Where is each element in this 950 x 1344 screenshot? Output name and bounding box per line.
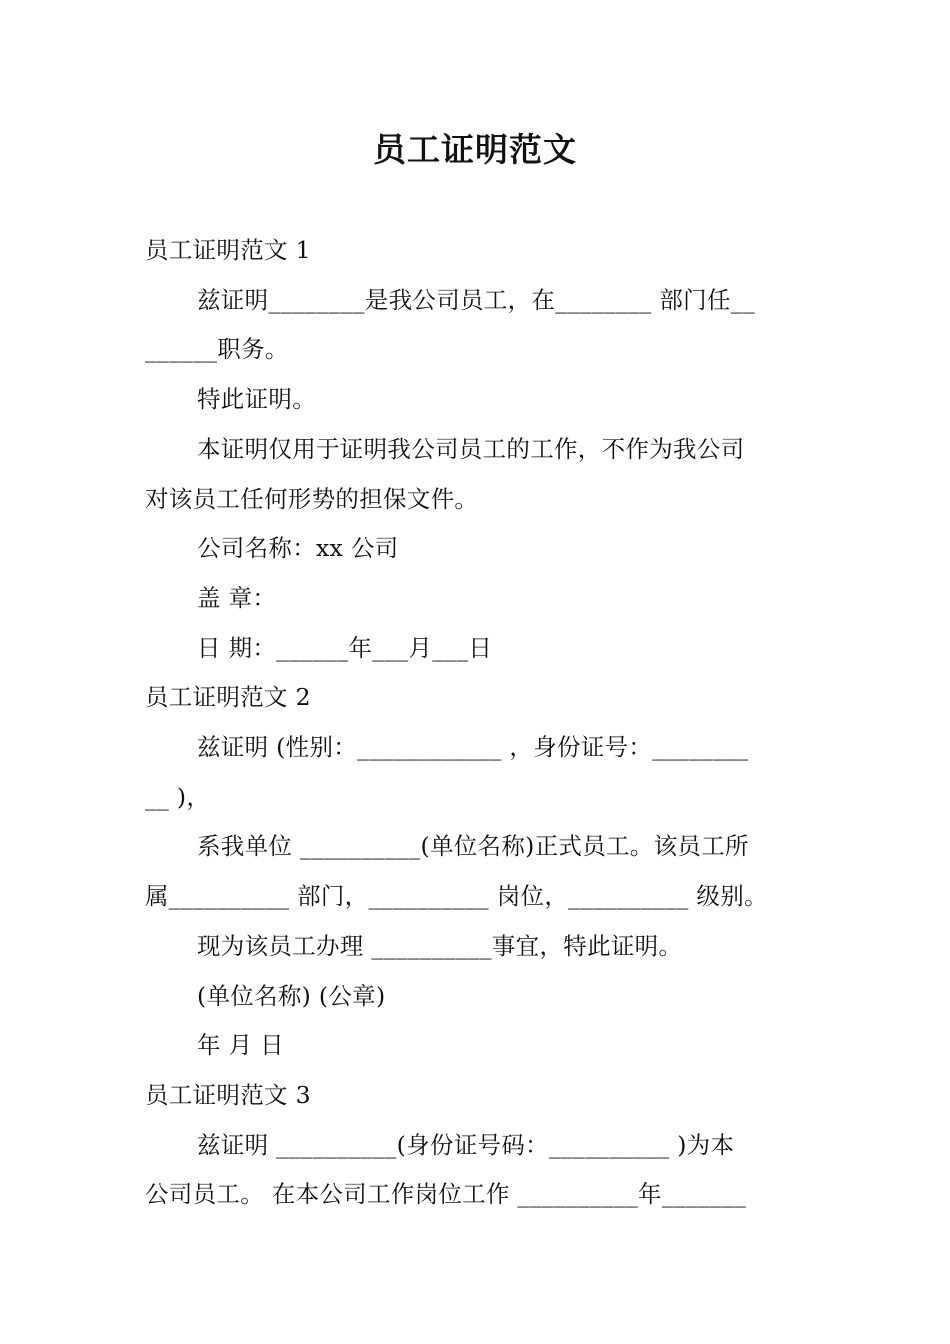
paragraph-continuation: 公司员工。 在本公司工作岗位工作 __________年_______: [145, 1180, 747, 1209]
date-line: 年 月 日: [197, 1031, 284, 1060]
section-heading: 员工证明范文 3: [145, 1080, 311, 1109]
section-heading: 员工证明范文 1: [145, 236, 311, 264]
paragraph: 兹证明 (性别：____________ ，身份证号：________: [197, 733, 749, 762]
seal-line: (单位名称) (公章): [197, 981, 386, 1010]
paragraph: 本证明仅用于证明我公司员工的工作，不作为我公司: [197, 434, 745, 463]
section-heading: 员工证明范文 2: [145, 683, 311, 712]
date-line: 日 期：______年___月___日: [197, 633, 493, 662]
paragraph-continuation: 对该员工任何形势的担保文件。: [145, 484, 479, 513]
seal-line: 盖 章：: [197, 583, 277, 612]
paragraph: 特此证明。: [197, 385, 316, 414]
document-title: 员工证明范文: [373, 130, 577, 169]
document-body: [145, 226, 809, 1220]
paragraph-continuation: __ )，: [145, 782, 211, 811]
paragraph: 系我单位 __________(单位名称)正式员工。该员工所: [197, 832, 749, 861]
company-name-line: 公司名称：xx 公司: [197, 534, 399, 563]
paragraph: 兹证明 __________(身份证号码：__________ )为本: [197, 1130, 735, 1159]
paragraph-continuation: 属__________ 部门，__________ 岗位，__________ 级别。: [145, 882, 768, 911]
paragraph-continuation: ______职务。: [145, 335, 289, 364]
paragraph: 现为该员工办理 __________事宜，特此证明。: [197, 931, 683, 960]
paragraph: 兹证明________是我公司员工，在________ 部门任__: [197, 285, 755, 314]
